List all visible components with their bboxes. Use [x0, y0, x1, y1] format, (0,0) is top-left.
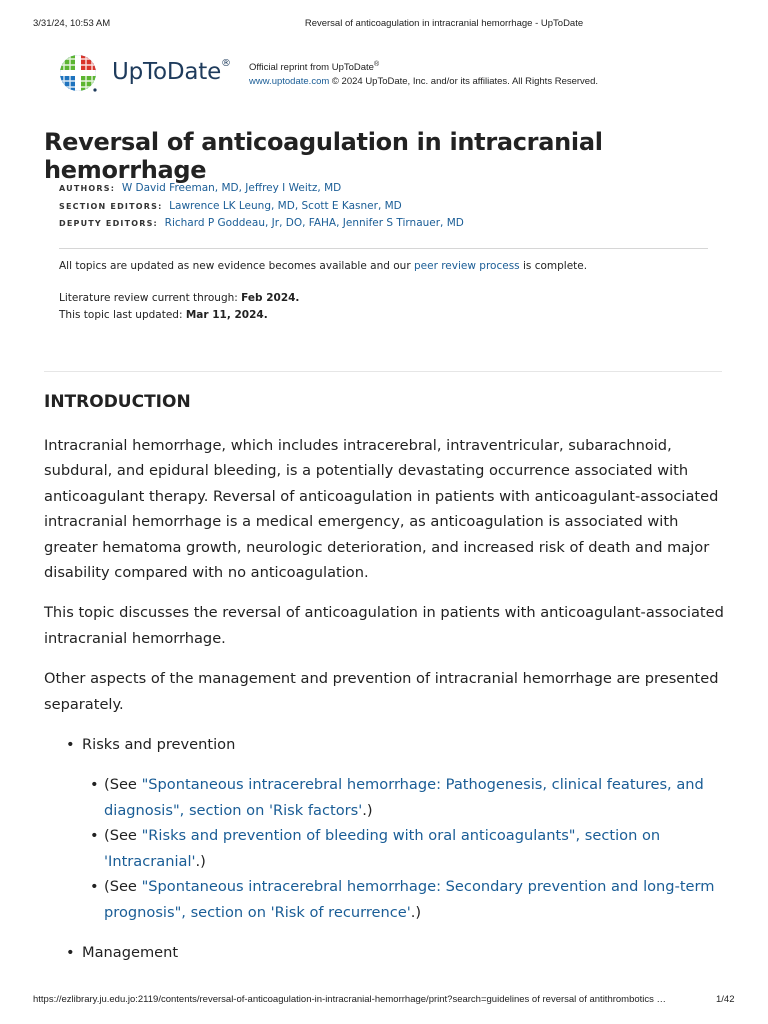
topic-link[interactable]: "Spontaneous intracerebral hemorrhage: Secondary prevention and long-term prognosis", section on 'Risk of recurrence' — [104, 878, 715, 921]
article-body — [44, 433, 729, 980]
topic-list — [44, 732, 729, 965]
editor-link[interactable]: Jennifer S Tirnauer, MD — [342, 217, 464, 229]
section-editors-row: SECTION EDITORS: Lawrence LK Leung, MD, Scott E Kasner, MD — [59, 199, 402, 212]
authors-label: AUTHORS: — [59, 184, 116, 193]
print-datetime: 3/31/24, 10:53 AM — [33, 18, 111, 29]
list-item: • Risks and prevention • (See "Spontaneous intracerebral hemorrhage: Pathogenesis, clinical features, and diagnosis", section on 'Risk factors'.) • (See "Risks and prevention of bleeding with oral anticoagulants", section on 'Intracranial'.) • (See "Spontaneous intracerebral hemorrhage: Secondary prevention and long-term prognosis", section on 'Risk of recurrence'.) — [44, 732, 729, 925]
print-page-title: Reversal of anticoagulation in intracranial hemorrhage - UpToDate — [304, 18, 584, 29]
brand[interactable] — [58, 52, 231, 94]
editor-link[interactable]: Scott E Kasner, MD — [301, 199, 402, 212]
divider — [59, 248, 708, 249]
page-number: 1/42 — [716, 994, 735, 1005]
review-dates — [59, 290, 299, 324]
uptodate-logo-icon — [58, 53, 98, 93]
uptodate-link[interactable]: www.uptodate.com — [249, 76, 330, 88]
author-link[interactable]: Jeffrey I Weitz, MD — [245, 182, 342, 194]
sub-list — [82, 772, 729, 924]
contributors — [59, 180, 464, 233]
literature-review-line: Literature review current through: Feb 2024. — [59, 292, 300, 304]
reprint-line: Official reprint from UpToDate — [249, 62, 374, 74]
editor-link[interactable]: Lawrence LK Leung, MD — [169, 199, 295, 212]
update-status: All topics are updated as new evidence becomes available and our peer review process is complete. — [59, 260, 588, 272]
deputy-editors-label: DEPUTY EDITORS: — [59, 219, 158, 228]
page-title: Reversal of anticoagulation in intracranial hemorrhage — [44, 128, 603, 184]
deputy-editors-row: DEPUTY EDITORS: Richard P Goddeau, Jr, DO, FAHA, Jennifer S Tirnauer, MD — [59, 217, 464, 229]
topic-link[interactable]: "Risks and prevention of bleeding with oral anticoagulants", section on 'Intracranial' — [104, 827, 661, 870]
section-editors-label: SECTION EDITORS: — [59, 201, 163, 211]
paragraph: Intracranial hemorrhage, which includes intracerebral, intraventricular, subarachnoid, subdural, and epidural bleeding, is a potentially devastating occurrence associated with anticoagulant therapy. Reversal of anticoagulation in patients with anticoagulant-associated intracranial hemorrhage is a medical emergency, as anticoagulation is associated with greater hematoma growth, neurologic deterioration, and increased risk of death and major disability compared with no anticoagulation. — [44, 437, 719, 582]
paragraph: This topic discusses the reversal of anticoagulation in patients with anticoagulant-associated intracranial hemorrhage. — [44, 604, 724, 647]
section-heading: INTRODUCTION — [44, 392, 191, 412]
last-updated-line: This topic last updated: Mar 11, 2024. — [59, 309, 268, 321]
list-item: • (See "Risks and prevention of bleeding with oral anticoagulants", section on 'Intracranial'.) — [82, 823, 729, 874]
topic-link[interactable]: "Spontaneous intracerebral hemorrhage: Pathogenesis, clinical features, and diagnosis", section on 'Risk factors' — [104, 776, 704, 819]
list-item: • Management — [44, 940, 729, 965]
reprint-notice: Official reprint from UpToDate® www.uptodate.com © 2024 UpToDate, Inc. and/or its affiliates. All Rights Reserved. — [249, 61, 599, 88]
authors-row: AUTHORS: W David Freeman, MD, Jeffrey I Weitz, MD — [59, 182, 342, 194]
print-url: https://ezlibrary.ju.edu.jo:2119/contents/reversal-of-anticoagulation-in-intracranial-hemorrhage/print?search=guidelines of reversal of antithrombotics … — [33, 994, 667, 1005]
list-item: • (See "Spontaneous intracerebral hemorrhage: Secondary prevention and long-term prognosis", section on 'Risk of recurrence'.) — [82, 874, 729, 925]
editor-link[interactable]: Richard P Goddeau, Jr, DO, FAHA — [164, 217, 337, 229]
divider — [44, 371, 722, 372]
brand-name: UpToDate® — [112, 58, 231, 85]
peer-review-link[interactable]: peer review process — [413, 260, 520, 272]
list-item: • (See "Spontaneous intracerebral hemorrhage: Pathogenesis, clinical features, and diagnosis", section on 'Risk factors'.) — [82, 772, 729, 823]
copyright-text: © 2024 UpToDate, Inc. and/or its affiliates. All Rights Reserved. — [329, 76, 599, 88]
paragraph: Other aspects of the management and prevention of intracranial hemorrhage are presented separately. — [44, 670, 719, 713]
author-link[interactable]: W David Freeman, MD — [121, 182, 239, 194]
